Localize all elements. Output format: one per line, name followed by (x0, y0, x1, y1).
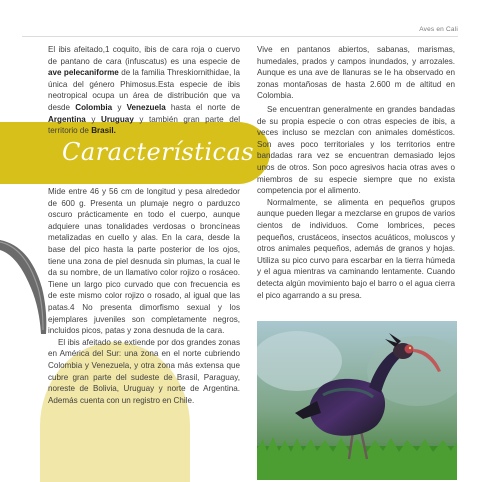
header-divider (22, 36, 458, 37)
behavior-paragraph: Se encuentran generalmente en grandes bandadas de su propia especie o con otras especies de ibis, a veces incluso se mezclan con animales domésticos. Son aves poco territoriales y los territorios entre bandadas rara vez se encuentran demasiado lejos unos de otros. Son poco agresivos hacia otras aves o miembros de su especie siempre que no exista competencia por el alimento. (257, 105, 455, 196)
behavior-text (257, 104, 455, 301)
banner-title: Características (62, 138, 255, 166)
intro-paragraph: El ibis afeitado,1 coquito, ibis de cara roja o cuervo de pantano de cara (infuscatus) es una especie de ave pelecaniforme de la familia Threskiornithidae, la única del género Phimosus.Esta especie de ibis neotropical ocupa un área de distribución que va desde Colombia y Venezuela hasta el norte de Argentina y Uruguay y también gran parte del territorio de Brasil. (48, 45, 241, 136)
ibis-photo (257, 321, 457, 480)
characteristics-text (48, 186, 240, 406)
description-paragraph: Mide entre 46 y 56 cm de longitud y pesa alrededor de 600 g. Presenta un plumaje negro o parduzco oscuro prácticamente en todo el cuerpo, aunque adquiere unas tonalidades verdosas o broncíneas metalizadas en cuello y alas. En la cara, desde la base del pico hasta la parte posterior de los ojos, tiene una zona de piel desnuda sin plumas, la cual le da su nombre, de un llamativo color rojizo o rosáceo. Tiene un largo pico curvado que con frecuencia es de este mismo color rojizo o rosado, al igual que las patas.4 No presenta dimorfismo sexual y los ejemplares juveniles son completamente negros, incluidos picos, patas y zona desnuda de la cara. (48, 187, 240, 336)
feeding-paragraph: Normalmente, se alimenta en pequeños grupos aunque pueden llegar a mezclarse en grupos de varios cientos de individuos. Come lombrices, peces pequeños, crustáceos, insectos acuáticos, moluscos y otros animales pequeños, además de granos y hojas. Utiliza su pico curvo para escarbar en la tierra húmeda y el agua mientras va caminando lentamente. Cuando detecta algún movimiento bajo el barro o el agua cierra el pico agarrando a su presa. (257, 197, 455, 300)
distribution-paragraph: El ibis afeitado se extiende por dos grandes zonas en América del Sur: una zona en el norte cubriendo Colombia y Venezuela, y otra zona más extensa que cubre gran parte del sudeste de Brasil, Paraguay, noreste de Bolivia, Uruguay y norte de Argentina. Además cuenta con un registro en Chile. (48, 337, 240, 405)
habitat-paragraph: Vive en pantanos abiertos, sabanas, marismas, humedales, prados y campos inundados, y arrozales. Aunque es una ave de llanuras se le ha observado en zonas montañosas de hasta 2.600 m de altitud en Colombia. (257, 45, 455, 101)
section-header: Aves en Cali (419, 26, 458, 33)
